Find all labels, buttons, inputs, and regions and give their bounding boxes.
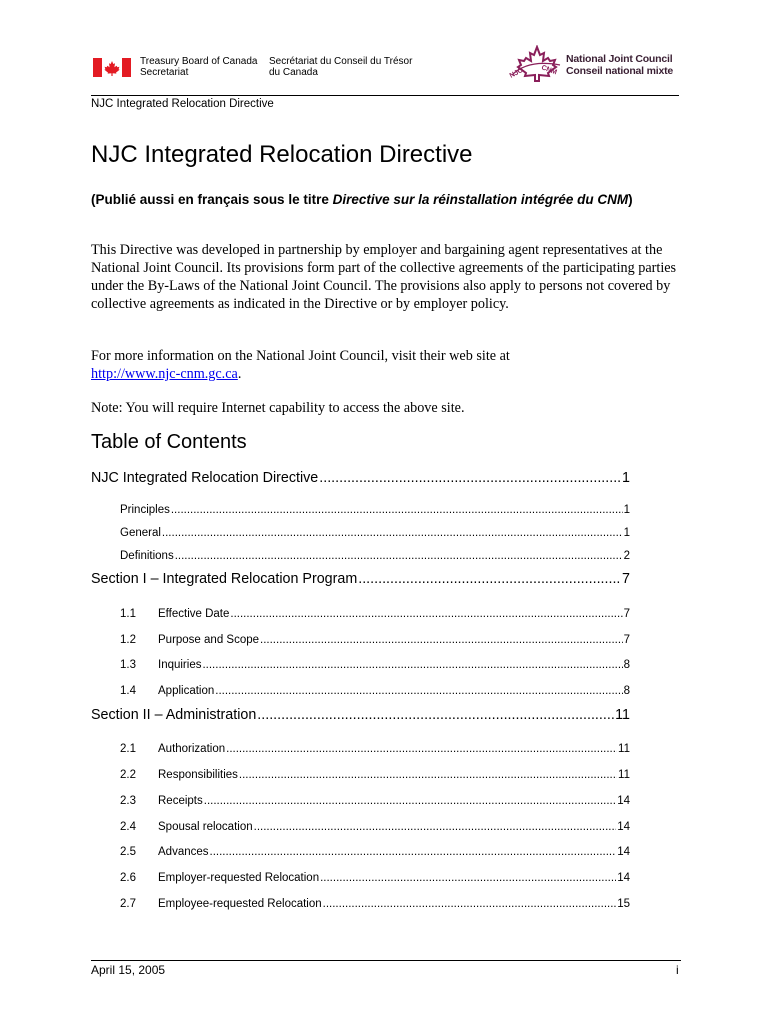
- toc-entry-label: Spousal relocation: [158, 821, 253, 833]
- header-divider: [91, 95, 679, 96]
- toc-entry-label: Responsibilities: [158, 769, 238, 781]
- toc-entry[interactable]: [120, 659, 630, 671]
- tbs-fr-line1: Secrétariat du Conseil du Trésor: [269, 56, 413, 67]
- svg-text:NJC: NJC: [508, 67, 525, 80]
- toc-entry[interactable]: [120, 795, 630, 807]
- tbs-en-line2: Secretariat: [140, 67, 189, 78]
- toc-entry-page: 14: [617, 795, 630, 807]
- toc-entry[interactable]: [120, 634, 630, 646]
- toc-entry-page: 15: [617, 898, 630, 910]
- toc-entry-page: 14: [617, 872, 630, 884]
- french-publication-note: [91, 190, 681, 209]
- toc-entry-page: 1: [623, 504, 630, 516]
- toc-entry-page: 1: [622, 470, 630, 486]
- toc-entry-label: Section II – Administration: [91, 707, 257, 723]
- info-text: For more information on the National Joint Council, visit their web site at: [91, 348, 510, 364]
- toc-entry-page: 1: [623, 527, 630, 539]
- toc-entry-label: Employee-requested Relocation: [158, 898, 322, 910]
- toc-entry-label: Section I – Integrated Relocation Program: [91, 571, 358, 587]
- intro-paragraph: This Directive was developed in partnership by employer and bargaining agent representatives at the National Joint Council. Its provisions form part of the collective agreements of the participating parties under the By-Laws of the National Joint Council. The provisions also apply to persons not covered by collective agreements as indicated in the Directive or by employer policy.: [91, 242, 677, 312]
- toc-entry-page: 7: [623, 608, 630, 620]
- njc-website-link[interactable]: http://www.njc-cnm.gc.ca: [91, 366, 238, 382]
- toc-entry[interactable]: [91, 707, 630, 723]
- njc-name-french: Conseil national mixte: [566, 65, 674, 77]
- toc-entry-number: 2.4: [120, 821, 136, 833]
- toc-entry-page: 8: [623, 685, 630, 697]
- toc-entry-label: Application: [158, 685, 215, 697]
- toc-entry[interactable]: [120, 608, 630, 620]
- toc-entry-page: 14: [617, 821, 630, 833]
- toc-entry[interactable]: [120, 769, 630, 781]
- toc-entry-number: 1.4: [120, 685, 136, 697]
- toc-entry-label: Authorization: [158, 743, 226, 755]
- toc-entry-number: 2.7: [120, 898, 136, 910]
- toc-entry-number: 2.1: [120, 743, 136, 755]
- info-paragraph: [91, 347, 681, 383]
- toc-entry-label: Employer-requested Relocation: [158, 872, 320, 884]
- toc-entry[interactable]: [120, 504, 630, 516]
- svg-text:CNM: CNM: [540, 64, 558, 77]
- toc-entry-label: Inquiries: [158, 659, 202, 671]
- info-suffix: .: [237, 366, 242, 382]
- toc-entry-number: 1.2: [120, 634, 136, 646]
- toc-entry-page: 7: [622, 571, 630, 587]
- running-header: NJC Integrated Relocation Directive: [91, 98, 274, 110]
- toc-entry-label: Advances: [158, 846, 209, 858]
- toc-entry-page: 2: [623, 550, 630, 562]
- toc-entry-label: Purpose and Scope: [158, 634, 260, 646]
- toc-entry[interactable]: [120, 821, 630, 833]
- pub-note-suffix: ): [628, 192, 633, 207]
- toc-entry[interactable]: [120, 685, 630, 697]
- toc-heading: Table of Contents: [91, 431, 247, 453]
- toc-entry-number: 2.3: [120, 795, 136, 807]
- toc-entry-label: Principles: [120, 504, 170, 516]
- toc-entry-label: Effective Date: [158, 608, 230, 620]
- pub-note-prefix: (Publié aussi en français sous le titre: [91, 192, 333, 207]
- tbs-name-french: [269, 56, 412, 78]
- toc-entry-number: 1.3: [120, 659, 136, 671]
- toc-entry[interactable]: [120, 872, 630, 884]
- pub-note-french-title: Directive sur la réinstallation intégrée du CNM: [332, 192, 629, 207]
- tbs-name-english: [140, 56, 257, 78]
- tbs-en-line1: Treasury Board of Canada: [140, 56, 258, 67]
- toc-entry[interactable]: [120, 846, 630, 858]
- toc-entry-page: 8: [623, 659, 630, 671]
- toc-entry[interactable]: [120, 743, 630, 755]
- njc-wordmark: [566, 53, 673, 77]
- toc-entry-page: 14: [617, 846, 630, 858]
- toc-entry-page: 11: [618, 769, 630, 781]
- njc-maple-leaf-icon: [508, 45, 566, 83]
- toc-entry-page: 11: [615, 707, 630, 723]
- document-title: NJC Integrated Relocation Directive: [91, 141, 473, 168]
- internet-note: Note: You will require Internet capability to access the above site.: [91, 400, 465, 416]
- njc-logo: [508, 45, 678, 83]
- canada-flag-icon: [93, 58, 131, 77]
- toc-entry-number: 2.2: [120, 769, 136, 781]
- toc-entry[interactable]: [91, 571, 630, 587]
- njc-name-english: National Joint Council: [566, 53, 673, 65]
- toc-entry-page: 11: [618, 743, 630, 755]
- toc-entry-number: 2.5: [120, 846, 136, 858]
- toc-entry-label: NJC Integrated Relocation Directive: [91, 470, 319, 486]
- footer-date: April 15, 2005: [91, 963, 166, 977]
- toc-entry-label: Definitions: [120, 550, 174, 562]
- footer-page-number: i: [676, 963, 679, 977]
- toc-entry-number: 1.1: [120, 608, 136, 620]
- footer-divider: [91, 960, 681, 961]
- toc-entry[interactable]: [120, 527, 630, 539]
- toc-entry-page: 7: [623, 634, 630, 646]
- toc-entry[interactable]: [120, 898, 630, 910]
- toc-entry[interactable]: [91, 470, 630, 486]
- tbs-fr-line2: du Canada: [269, 67, 318, 78]
- toc-entry[interactable]: [120, 550, 630, 562]
- toc-entry-number: 2.6: [120, 872, 136, 884]
- toc-entry-label: General: [120, 527, 161, 539]
- toc-entry-label: Receipts: [158, 795, 203, 807]
